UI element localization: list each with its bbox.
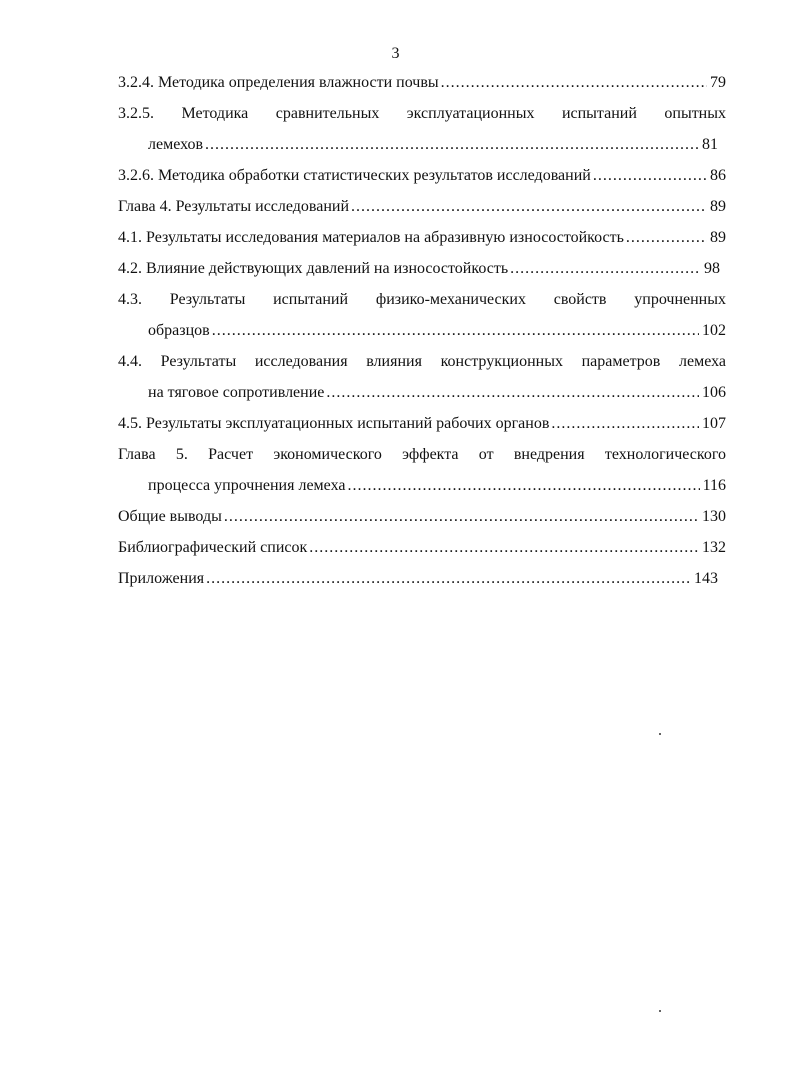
- leader-dots: [205, 129, 699, 160]
- toc-entry-page: 79: [710, 74, 726, 91]
- toc-entry-4-3: [118, 284, 726, 346]
- leader-dots: [626, 222, 707, 253]
- toc-entry-page: 89: [710, 198, 726, 215]
- leader-dots: [326, 377, 699, 408]
- toc-entry-page: 81: [702, 136, 718, 153]
- toc-entry-title-line1: 3.2.5. Методика сравнительных эксплуатационных испытаний опытных: [118, 105, 726, 122]
- leader-dots: [441, 67, 707, 98]
- toc-entry-3-2-4: [118, 67, 726, 98]
- page-number: 3: [391, 45, 400, 62]
- toc-entry-page: 107: [702, 415, 726, 432]
- toc-entry-page: 98: [704, 260, 720, 277]
- toc-entry-4-4: [118, 346, 726, 408]
- toc-entry-page: 132: [702, 539, 726, 556]
- toc-entry-page: 89: [710, 229, 726, 246]
- toc-entry-page: 143: [694, 570, 718, 587]
- toc-entry-title: 4.5. Результаты эксплуатационных испытаний рабочих органов: [118, 415, 550, 432]
- toc-entry-title-line1: Глава 5. Расчет экономического эффекта от внедрения технологического: [118, 446, 726, 463]
- scan-speck: [659, 1010, 661, 1012]
- scan-speck: [659, 733, 661, 735]
- leader-dots: [224, 501, 699, 532]
- toc-entry-conclusions: [118, 501, 726, 532]
- toc-entry-3-2-5: [118, 98, 726, 160]
- toc-entry-3-2-6: [118, 160, 726, 191]
- toc-entry-page: 130: [702, 508, 726, 525]
- leader-dots: [347, 470, 699, 501]
- toc-entry-appendices: [118, 563, 718, 594]
- toc-entry-title: Библиографический список: [118, 539, 308, 556]
- toc-entry-title-line2: лемехов: [148, 136, 204, 153]
- leader-dots: [510, 253, 701, 284]
- toc-entry-title: Приложения: [118, 570, 205, 587]
- toc-entry-title: Общие выводы: [118, 508, 222, 525]
- toc-entry-bibliography: [118, 532, 726, 563]
- toc-entry-chapter-4: [118, 191, 726, 222]
- toc-entry-title-line2: на тяговое сопротивление: [148, 384, 325, 401]
- toc-entry-chapter-5: [118, 439, 726, 501]
- toc-entry-4-1: [118, 222, 726, 253]
- leader-dots: [351, 191, 707, 222]
- leader-dots: [593, 160, 707, 191]
- toc-entry-4-5: [118, 408, 726, 439]
- leader-dots: [206, 563, 691, 594]
- leader-dots: [309, 532, 699, 563]
- toc-entry-4-2: [118, 253, 726, 284]
- toc-entry-title: 4.2. Влияние действующих давлений на износостойкость: [118, 260, 509, 277]
- leader-dots: [551, 408, 699, 439]
- toc-entry-title: 4.1. Результаты исследования материалов на абразивную износостойкость: [118, 229, 624, 246]
- toc-entry-title: Глава 4. Результаты исследований: [118, 198, 350, 215]
- toc-entry-title-line1: 4.3. Результаты испытаний физико-механических свойств упрочненных: [118, 291, 726, 308]
- toc-entry-title-line2: процесса упрочнения лемеха: [148, 477, 346, 494]
- toc-entry-title: 3.2.4. Методика определения влажности почвы: [118, 74, 439, 91]
- toc-entry-page: 116: [702, 477, 726, 494]
- toc-entry-page: 102: [702, 322, 726, 339]
- toc-entry-title-line2: образцов: [148, 322, 210, 339]
- toc-entry-title: 3.2.6. Методика обработки статистических результатов исследований: [118, 167, 591, 184]
- toc-entry-page: 86: [710, 167, 726, 184]
- table-of-contents: [118, 67, 726, 594]
- toc-entry-page: 106: [702, 384, 726, 401]
- toc-entry-title-line1: 4.4. Результаты исследования влияния конструкционных параметров лемеха: [118, 353, 726, 370]
- leader-dots: [212, 315, 699, 346]
